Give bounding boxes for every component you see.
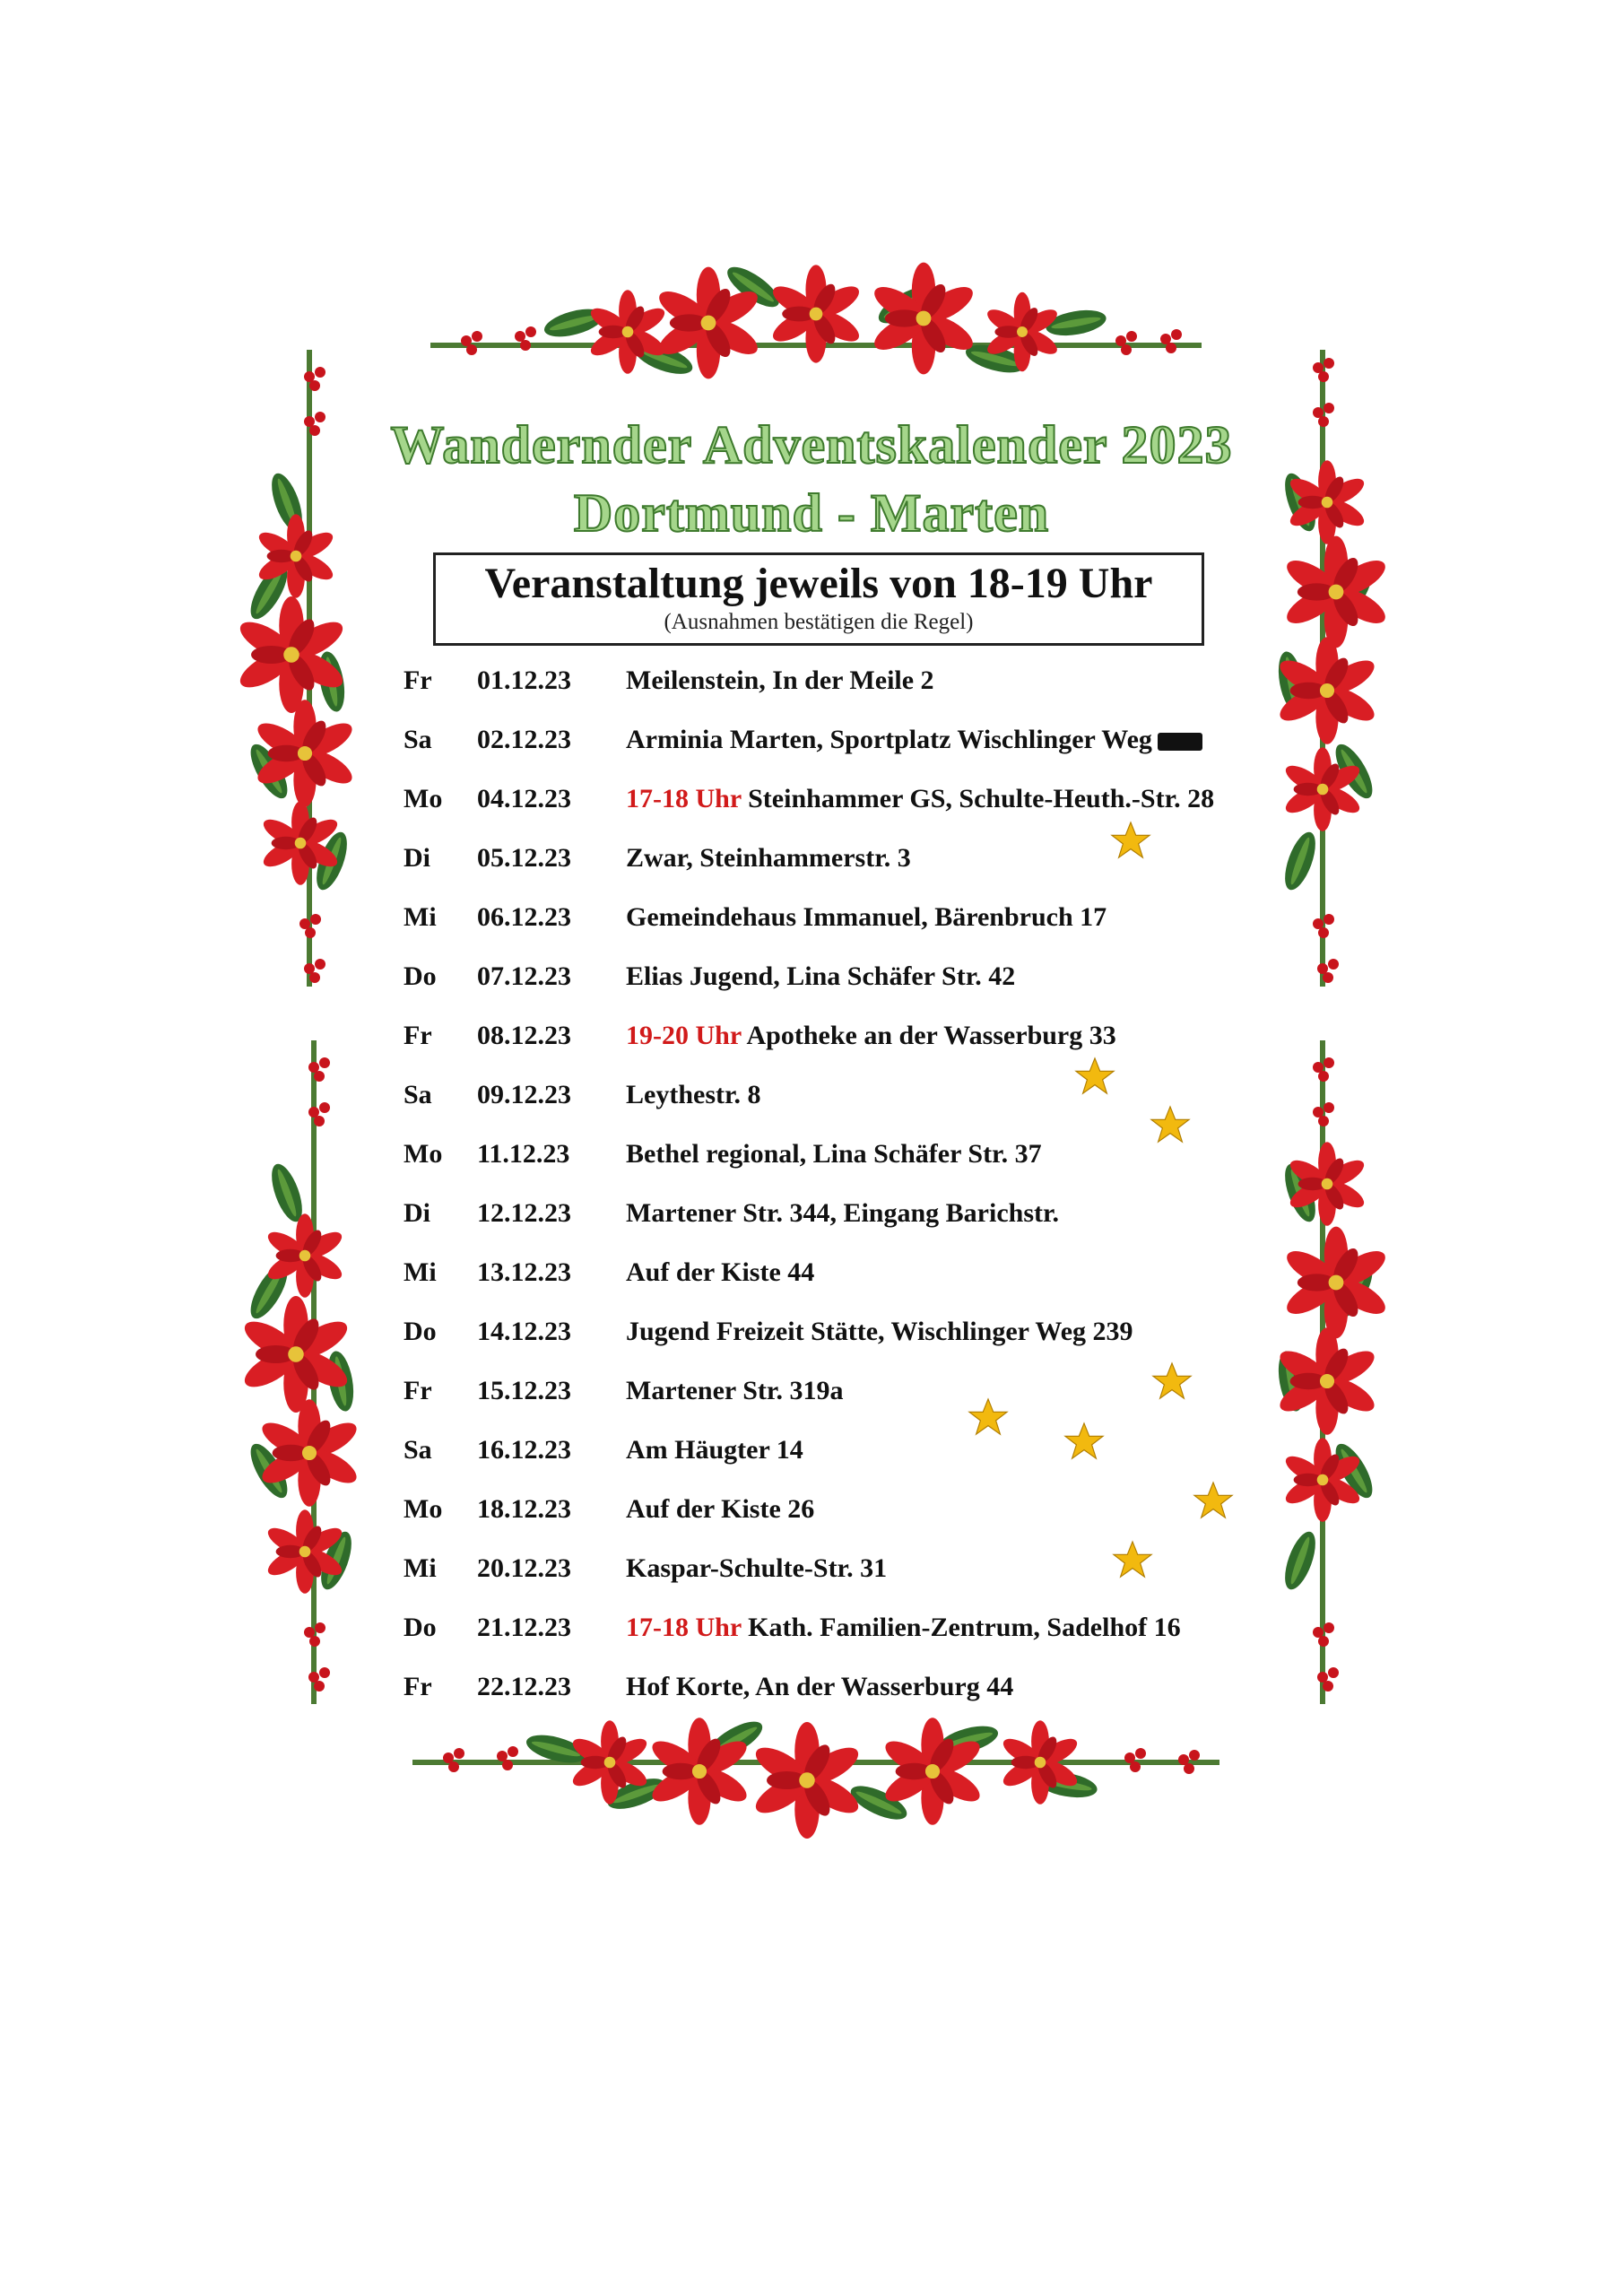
event-place-text: Kath. Familien-Zentrum, Sadelhof 16 — [748, 1613, 1181, 1642]
event-day: Mo — [404, 1494, 443, 1524]
event-place — [626, 1246, 814, 1300]
event-row — [0, 1127, 1623, 1181]
gold-star-icon — [1193, 1481, 1234, 1522]
rule-box — [433, 552, 1204, 646]
event-time: 19-20 Uhr — [626, 1021, 742, 1050]
event-day: Do — [404, 961, 437, 991]
event-place — [626, 1423, 803, 1477]
event-date: 06.12.23 — [477, 902, 571, 932]
event-row — [0, 1246, 1623, 1300]
event-place — [626, 1305, 1133, 1359]
event-day: Do — [404, 1317, 437, 1346]
event-place — [626, 831, 911, 885]
event-date: 05.12.23 — [477, 843, 571, 873]
event-place-text: Apotheke an der Wasserburg 33 — [746, 1021, 1116, 1050]
event-place — [626, 654, 934, 708]
event-place — [626, 891, 1107, 944]
event-date: 02.12.23 — [477, 725, 571, 754]
event-place-text: Zwar, Steinhammerstr. 3 — [626, 843, 911, 873]
event-place — [626, 1068, 761, 1122]
event-place-text: Kaspar-Schulte-Str. 31 — [626, 1553, 888, 1583]
event-place-text: Gemeindehaus Immanuel, Bärenbruch 17 — [626, 902, 1107, 932]
event-row — [0, 1364, 1623, 1418]
event-row — [0, 654, 1623, 708]
event-place-text: Auf der Kiste 26 — [626, 1494, 815, 1524]
event-day: Fr — [404, 1376, 432, 1405]
event-place-text: Jugend Freizeit Stätte, Wischlinger Weg 239 — [626, 1317, 1133, 1346]
event-row — [0, 1660, 1623, 1714]
event-row — [0, 713, 1623, 767]
event-place-text: Steinhammer GS, Schulte-Heuth.-Str. 28 — [748, 784, 1215, 813]
event-place-text: Hof Korte, An der Wasserburg 44 — [626, 1672, 1014, 1701]
event-day: Sa — [404, 725, 432, 754]
event-date: 13.12.23 — [477, 1257, 571, 1287]
event-day: Do — [404, 1613, 437, 1642]
event-row — [0, 772, 1623, 826]
event-day: Di — [404, 1198, 430, 1228]
event-row — [0, 1009, 1623, 1063]
event-place — [626, 1187, 1059, 1240]
event-day: Fr — [404, 1672, 432, 1701]
event-place — [626, 1127, 1042, 1181]
event-row — [0, 1423, 1623, 1477]
event-place — [626, 1660, 1013, 1714]
event-date: 18.12.23 — [477, 1494, 571, 1524]
event-place-text: Am Häugter 14 — [626, 1435, 803, 1465]
event-date: 15.12.23 — [477, 1376, 571, 1405]
gold-star-icon — [968, 1397, 1009, 1439]
event-date: 12.12.23 — [477, 1198, 571, 1228]
gold-star-icon — [1074, 1057, 1115, 1098]
event-day: Mi — [404, 902, 437, 932]
event-row — [0, 891, 1623, 944]
event-date: 07.12.23 — [477, 961, 571, 991]
event-row — [0, 831, 1623, 885]
event-row — [0, 1542, 1623, 1596]
rule-sub-text: (Ausnahmen bestätigen die Regel) — [664, 610, 974, 634]
event-place-text: Martener Str. 319a — [626, 1376, 844, 1405]
event-date: 04.12.23 — [477, 784, 571, 813]
event-row — [0, 1305, 1623, 1359]
event-day: Mo — [404, 1139, 443, 1169]
event-date: 20.12.23 — [477, 1553, 571, 1583]
event-date: 14.12.23 — [477, 1317, 571, 1346]
event-day: Di — [404, 843, 430, 873]
event-place-text: Auf der Kiste 44 — [626, 1257, 815, 1287]
gold-star-icon — [1110, 821, 1151, 862]
event-day: Mi — [404, 1553, 437, 1583]
event-place-text: Elias Jugend, Lina Schäfer Str. 42 — [626, 961, 1016, 991]
gold-star-icon — [1151, 1361, 1193, 1403]
event-row — [0, 1187, 1623, 1240]
event-date: 08.12.23 — [477, 1021, 571, 1050]
event-row — [0, 1483, 1623, 1536]
event-row — [0, 1068, 1623, 1122]
event-date: 11.12.23 — [477, 1139, 570, 1169]
event-place-text: Bethel regional, Lina Schäfer Str. 37 — [626, 1139, 1042, 1169]
event-place — [626, 772, 1214, 826]
redaction-mark — [1158, 733, 1202, 751]
event-place — [626, 1542, 887, 1596]
event-place-text: Meilenstein, In der Meile 2 — [626, 665, 934, 695]
event-date: 09.12.23 — [477, 1080, 571, 1109]
event-place-text: Arminia Marten, Sportplatz Wischlinger Weg — [626, 725, 1152, 754]
event-date: 22.12.23 — [477, 1672, 571, 1701]
event-date: 01.12.23 — [477, 665, 571, 695]
event-day: Fr — [404, 665, 432, 695]
event-place-text: Martener Str. 344, Eingang Barichstr. — [626, 1198, 1060, 1228]
event-place — [626, 1601, 1181, 1655]
event-time: 17-18 Uhr — [626, 784, 742, 813]
event-day: Sa — [404, 1080, 432, 1109]
event-place — [626, 1009, 1116, 1063]
event-day: Mi — [404, 1257, 437, 1287]
page-title: Wandernder Adventskalender 2023 — [390, 415, 1233, 474]
event-date: 16.12.23 — [477, 1435, 571, 1465]
gold-star-icon — [1112, 1540, 1153, 1581]
event-row — [0, 950, 1623, 1004]
page-subtitle: Dortmund - Marten — [573, 483, 1050, 543]
event-place — [626, 950, 1015, 1004]
gold-star-icon — [1150, 1105, 1191, 1146]
event-day: Sa — [404, 1435, 432, 1465]
gold-star-icon — [1063, 1422, 1105, 1463]
event-place — [626, 713, 1202, 767]
event-row — [0, 1601, 1623, 1655]
event-place — [626, 1364, 843, 1418]
rule-main-text: Veranstaltung jeweils von 18-19 Uhr — [484, 560, 1153, 607]
event-day: Fr — [404, 1021, 432, 1050]
event-date: 21.12.23 — [477, 1613, 571, 1642]
event-place-text: Leythestr. 8 — [626, 1080, 761, 1109]
event-day: Mo — [404, 784, 443, 813]
event-place — [626, 1483, 814, 1536]
event-time: 17-18 Uhr — [626, 1613, 742, 1642]
